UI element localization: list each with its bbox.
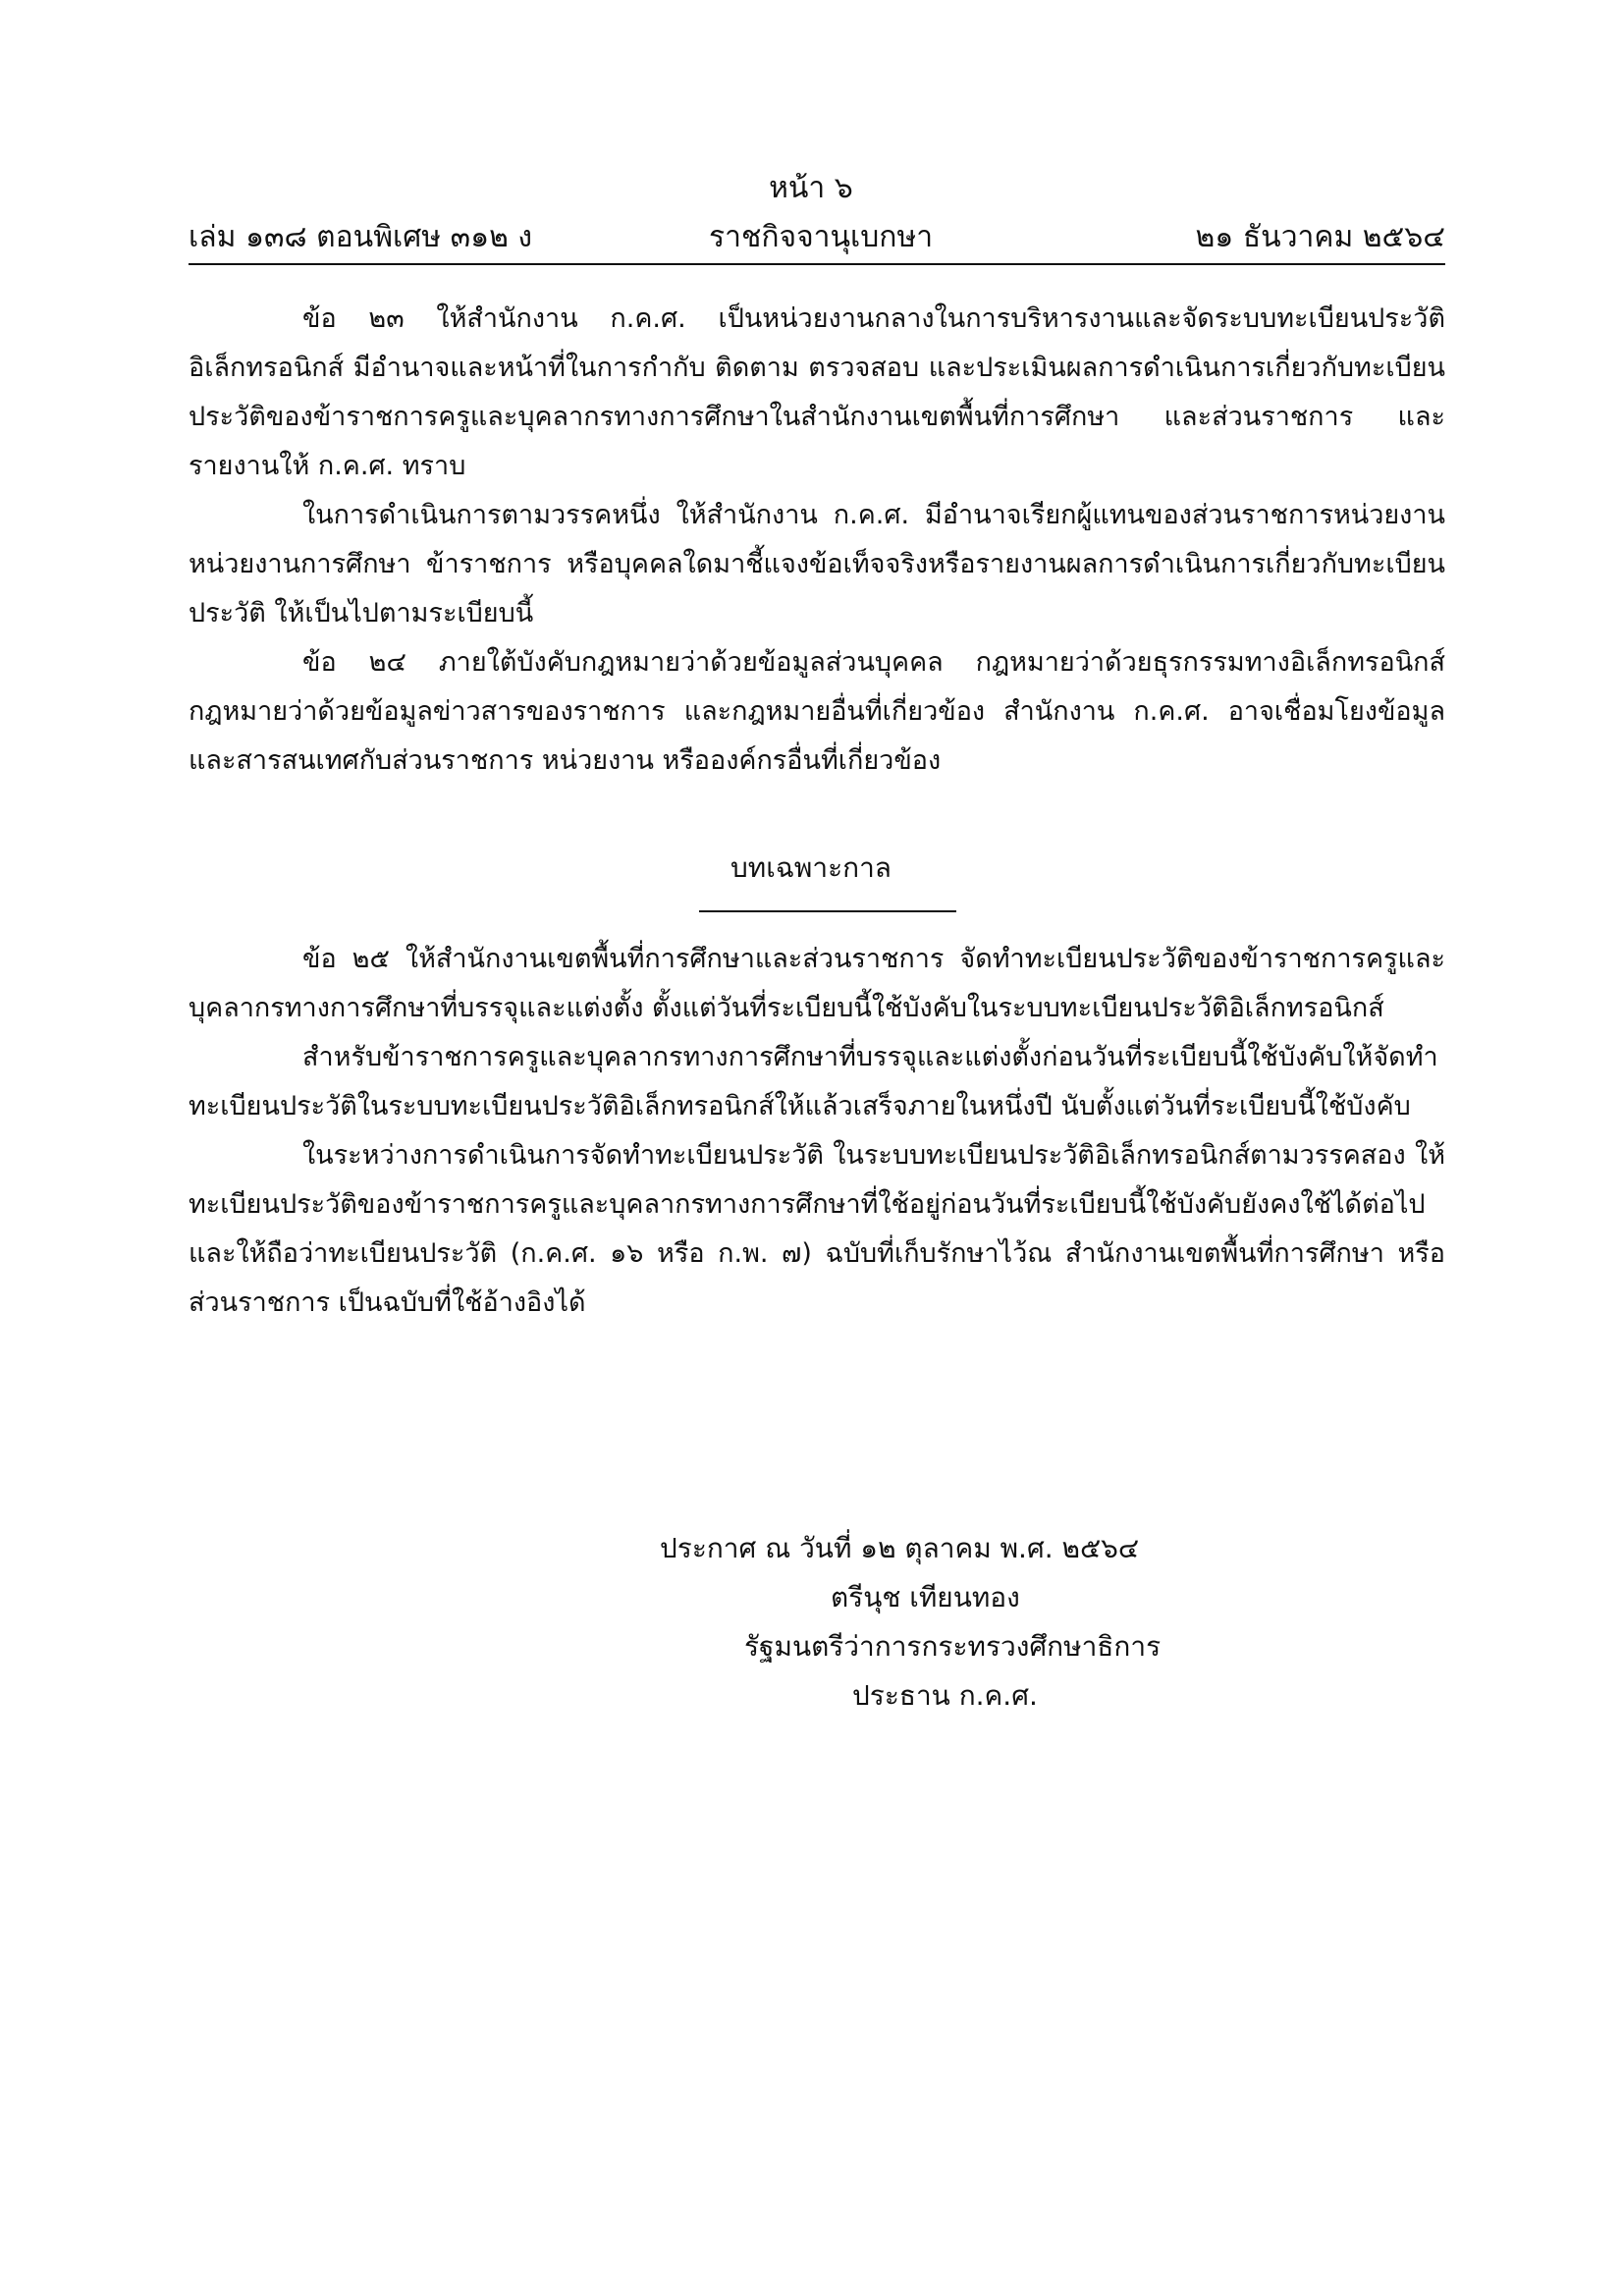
paragraph-clause-25-third: ในระหว่างการดำเนินการจัดทำทะเบียนประวัติ ในระบบทะเบียนประวัติอิเล็กทรอนิกส์ตามวรรคสอง ให้ทะเบียนประวัติของข้าราชการครูและบุคลากรทางการศึกษาที่ใช้อยู่ก่อนวันที่ระเบียบนี้ใช้บังคับยังคงใช้ได้ต่อไป และให้ถือว่าทะเบียนประวัติ (ก.ค.ศ. ๑๖ หรือ ก.พ. ๗) ฉบับที่เก็บรักษาไว้ณ สำนักงานเขตพื้นที่การศึกษา หรือส่วนราชการ เป็นฉบับที่ใช้อ้างอิงได้ <box>189 1140 1445 1318</box>
volume-issue: เล่ม ๑๓๘ ตอนพิเศษ ๓๑๒ ง <box>189 220 533 254</box>
paragraph-clause-23: ข้อ ๒๓ ให้สำนักงาน ก.ค.ศ. เป็นหน่วยงานกลางในการบริหารงานและจัดระบบทะเบียนประวัติอิเล็กทรอนิกส์ มีอำนาจและหน้าที่ในการกำกับ ติดตาม ตรวจสอบ และประเมินผลการดำเนินการเกี่ยวกับทะเบียนประวัติของข้าราชการครูและบุคลากรทางการศึกษาในสำนักงานเขตพื้นที่การศึกษา และส่วนราชการ และรายงานให้ ก.ค.ศ. ทราบ <box>189 303 1445 481</box>
header-divider <box>189 263 1445 265</box>
paragraph-clause-24: ข้อ ๒๔ ภายใต้บังคับกฎหมายว่าด้วยข้อมูลส่วนบุคคล กฎหมายว่าด้วยธุรกรรมทางอิเล็กทรอนิกส์กฎหมายว่าด้วยข้อมูลข่าวสารของราชการ และกฎหมายอื่นที่เกี่ยวข้อง สำนักงาน ก.ค.ศ. อาจเชื่อมโยงข้อมูลและสารสนเทศกับส่วนราชการ หน่วยงาน หรือองค์กรอื่นที่เกี่ยวข้อง <box>189 647 1445 776</box>
publication-date: ๒๑ ธันวาคม ๒๕๖๔ <box>1195 220 1445 254</box>
main-body <box>189 295 1445 786</box>
gazette-header <box>189 216 1445 259</box>
announcement-date: ประกาศ ณ วันที่ ๑๒ ตุลาคม พ.ศ. ๒๕๖๔ <box>660 1532 1140 1564</box>
signatory-role: ประธาน ก.ค.ศ. <box>852 1679 1038 1712</box>
paragraph-clause-25: ข้อ ๒๕ ให้สำนักงานเขตพื้นที่การศึกษาและส่วนราชการ จัดทำทะเบียนประวัติของข้าราชการครูและบุคลากรทางการศึกษาที่บรรจุและแต่งตั้ง ตั้งแต่วันที่ระเบียบนี้ใช้บังคับในระบบทะเบียนประวัติอิเล็กทรอนิกส์ <box>189 944 1445 1023</box>
paragraph-clause-23-second: ในการดำเนินการตามวรรคหนึ่ง ให้สำนักงาน ก.ค.ศ. มีอำนาจเรียกผู้แทนของส่วนราชการหน่วยงาน หน่วยงานการศึกษา ข้าราชการ หรือบุคคลใดมาชี้แจงข้อเท็จจริงหรือรายงานผลการดำเนินการเกี่ยวกับทะเบียนประวัติ ให้เป็นไปตามระเบียบนี้ <box>189 500 1445 629</box>
section-heading: บทเฉพาะกาล <box>730 851 892 884</box>
signatory-position: รัฐมนตรีว่าการกระทรวงศึกษาธิการ <box>744 1630 1162 1663</box>
transitional-body <box>189 935 1445 1328</box>
page-number: หน้า ๖ <box>769 171 853 205</box>
signatory-name: ตรีนุช เทียนทอง <box>831 1581 1020 1613</box>
publication-title: ราชกิจจานุเบกษา <box>709 220 934 254</box>
signature-block <box>660 1524 1288 1721</box>
section-divider <box>699 910 956 912</box>
paragraph-clause-25-second: สำหรับข้าราชการครูและบุคลากรทางการศึกษาที่บรรจุและแต่งตั้งก่อนวันที่ระเบียบนี้ใช้บังคับให้จัดทำทะเบียนประวัติในระบบทะเบียนประวัติอิเล็กทรอนิกส์ให้แล้วเสร็จภายในหนึ่งปี นับตั้งแต่วันที่ระเบียบนี้ใช้บังคับ <box>189 1042 1438 1121</box>
